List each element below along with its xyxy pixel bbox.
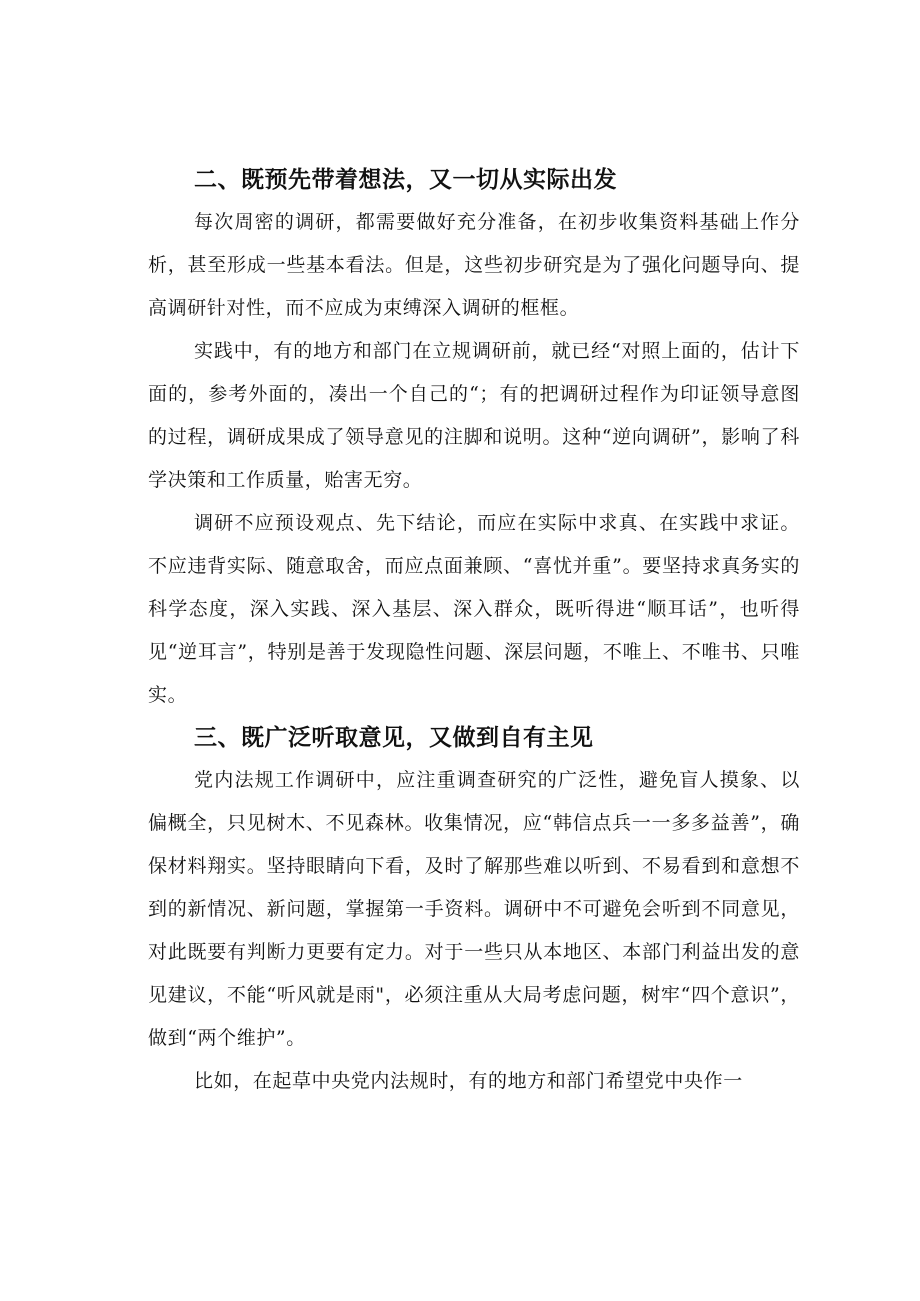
paragraph: 调研不应预设观点、先下结论，而应在实际中求真、在实践中求证。不应违背实际、随意取舍，而应点面兼顾、“喜忧并重”。要坚持求真务实的科学态度，深入实践、深入基层、深入群众，既听得进“顺耳话”，也听得见“逆耳言”，特别是善于发现隐性问题、深层问题，不唯上、不唯书、只唯实。 (148, 512, 800, 706)
document-body (148, 159, 800, 1103)
section-heading-3: 三、既广泛听取意见，又做到自有主见 (194, 725, 594, 751)
paragraph: 比如，在起草中央党内法规时，有的地方和部门希望党中央作一 (194, 1070, 743, 1092)
paragraph: 党内法规工作调研中，应注重调查研究的广泛性，避免盲人摸象、以偏概全，只见树木、不见森林。收集情况，应“韩信点兵一一多多益善”，确保材料翔实。坚持眼睛向下看，及时了解那些难以听到、不易看到和意想不到的新情况、新问题，掌握第一手资料。调研中不可避免会听到不同意见，对此既要有判断力更要有定力。对于一些只从本地区、本部门利益出发的意见建议，不能“听风就是雨"，必须注重从大局考虑问题，树牢“四个意识”，做到“两个维护”。 (148, 769, 800, 1049)
paragraph: 每次周密的调研，都需要做好充分准备，在初步收集资料基础上作分析，甚至形成一些基本看法。但是，这些初步研究是为了强化问题导向、提高调研针对性，而不应成为束缚深入调研的框框。 (148, 211, 800, 319)
paragraph: 实践中，有的地方和部门在立规调研前，就已经“对照上面的，估计下面的，参考外面的，凑出一个自己的“；有的把调研过程作为印证领导意图的过程，调研成果成了领导意见的注脚和说明。这种“逆向调研”，影响了科学决策和工作质量，贻害无穷。 (148, 340, 800, 491)
section-heading-2: 二、既预先带着想法，又一切从实际出发 (194, 167, 617, 193)
